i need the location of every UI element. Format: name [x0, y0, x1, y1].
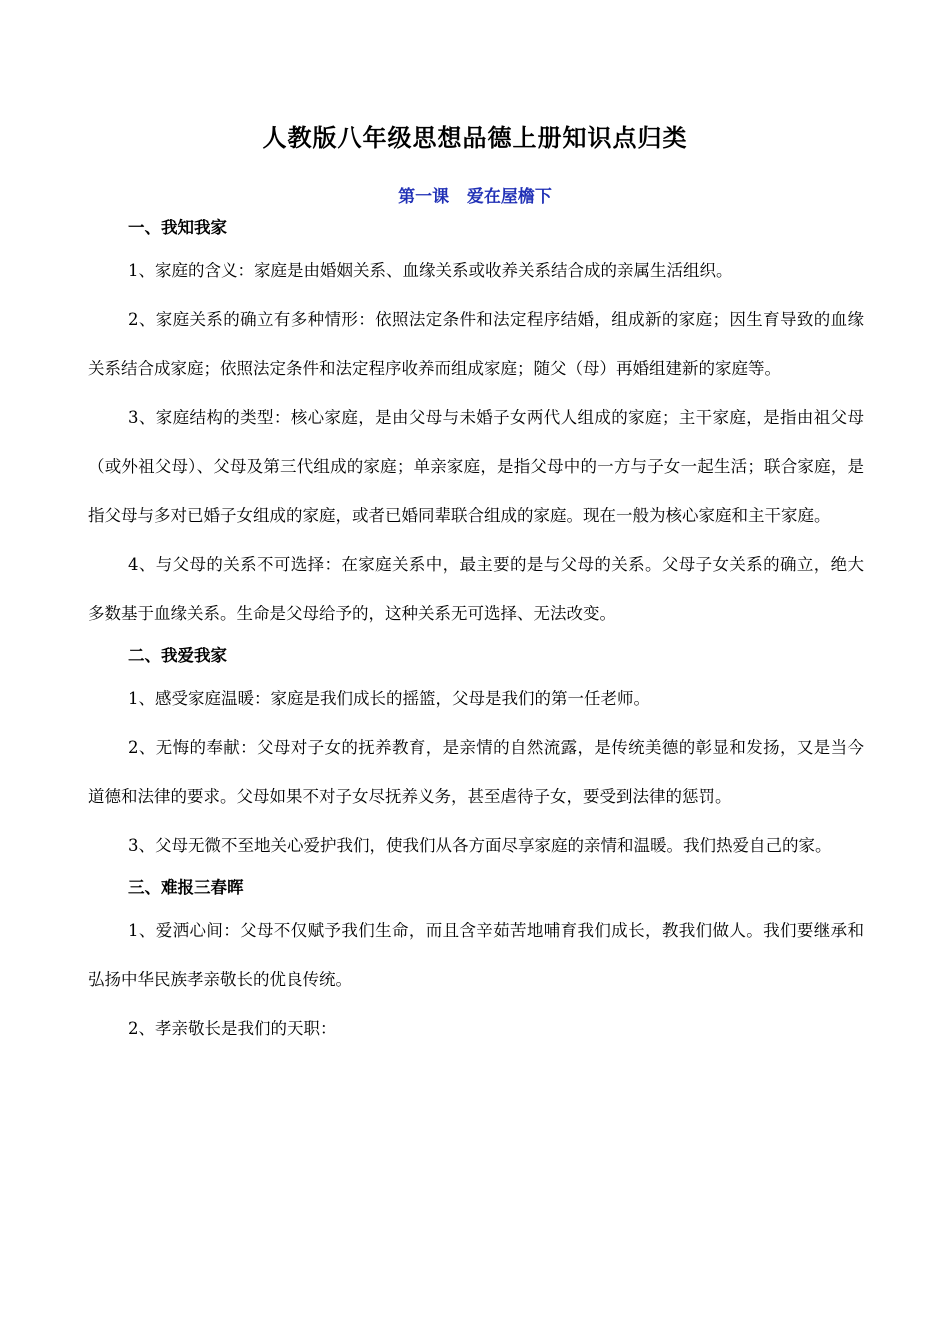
- section-heading: 三、难报三春晖: [128, 878, 244, 897]
- paragraph: 1、感受家庭温暖：家庭是我们成长的摇篮，父母是我们的第一任老师。: [128, 689, 650, 708]
- section-3: [88, 870, 864, 1053]
- paragraph: 1、爱洒心间：父母不仅赋予我们生命，而且含辛茹苦地哺育我们成长，教我们做人。我们要继承和弘扬中华民族孝亲敬长的优良传统。: [88, 921, 864, 989]
- paragraph: 2、家庭关系的确立有多种情形：依照法定条件和法定程序结婚，组成新的家庭；因生育导致的血缘关系结合成家庭；依照法定条件和法定程序收养而组成家庭；随父（母）再婚组建新的家庭等。: [88, 310, 864, 378]
- paragraph: 2、无悔的奉献：父母对子女的抚养教育，是亲情的自然流露，是传统美德的彰显和发扬，又是当今道德和法律的要求。父母如果不对子女尽抚养义务，甚至虐待子女，要受到法律的惩罚。: [88, 738, 864, 806]
- section-1: [88, 210, 864, 638]
- section-heading: 二、我爱我家: [128, 646, 227, 665]
- paragraph: 1、家庭的含义：家庭是由婚姻关系、血缘关系或收养关系结合成的亲属生活组织。: [128, 261, 733, 280]
- paragraph: 2、孝亲敬长是我们的天职：: [128, 1019, 337, 1038]
- document-body: [88, 210, 864, 1053]
- paragraph: 4、与父母的关系不可选择：在家庭关系中，最主要的是与父母的关系。父母子女关系的确立，绝大多数基于血缘关系。生命是父母给予的，这种关系无可选择、无法改变。: [88, 555, 864, 623]
- lesson-title: 第一课 爱在屋檐下: [398, 187, 552, 207]
- document-title: 人教版八年级思想品德上册知识点归类: [262, 124, 688, 152]
- paragraph: 3、家庭结构的类型：核心家庭，是由父母与未婚子女两代人组成的家庭；主干家庭，是指由祖父母（或外祖父母）、父母及第三代组成的家庭；单亲家庭，是指父母中的一方与子女一起生活；联合家庭，是指父母与多对已婚子女组成的家庭，或者已婚同辈联合组成的家庭。现在一般为核心家庭和主干家庭。: [88, 408, 864, 525]
- paragraph: 3、父母无微不至地关心爱护我们，使我们从各方面尽享家庭的亲情和温暖。我们热爱自己的家。: [128, 836, 832, 855]
- section-heading: 一、我知我家: [128, 218, 227, 237]
- section-2: [88, 638, 864, 870]
